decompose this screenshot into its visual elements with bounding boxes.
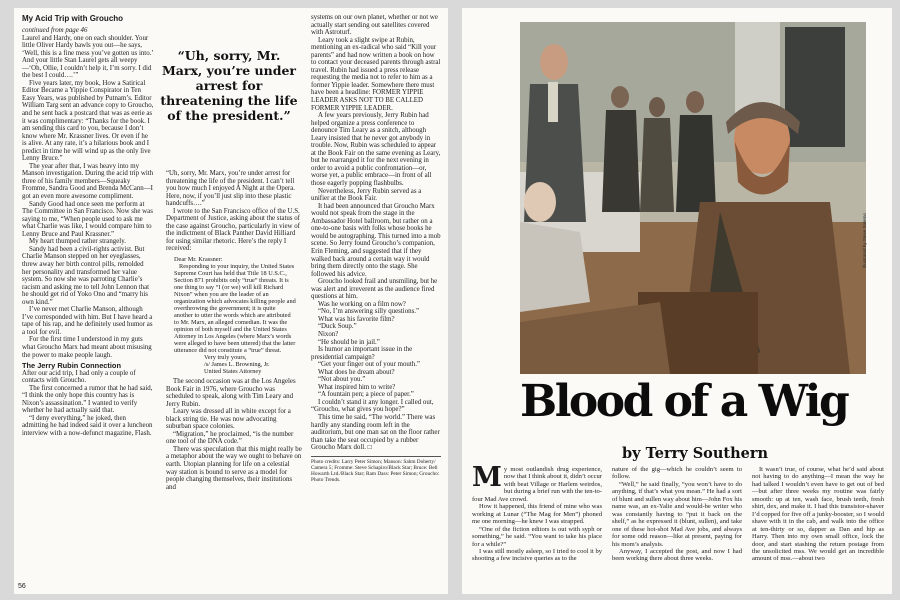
letter-sign: /s/ James L. Browning, Jr. <box>204 361 270 369</box>
page-number: 56 <box>18 583 26 590</box>
paragraph: The year after that, I was heavy into my Manson investigation. During the acid trip with three of his family members—Squeaky Fromme, Sandra Good and Brenda McCann—I got an even more awesome compliment. <box>22 162 154 201</box>
paragraph: “A fountain pen; a piece of paper.” <box>318 391 414 399</box>
paragraph: Groucho looked frail and unsmiling, but he was alert and irreverent as the audience fired questions at him. <box>311 278 438 301</box>
paragraph: nature of the gig—which he couldn’t seem to follow. <box>612 466 742 481</box>
paragraph: “Uh, sorry, Mr. Marx, you’re under arrest for threatening the life of the president. I can’t tell you how much I enjoyed A Night at the Opera. Here, now, if you’ll just slip into these plastic handcuffs….” <box>166 170 295 208</box>
paragraph: Leary took a slight swipe at Rubin, mentioning an ex-radical who said “Kill your parents” and had now written a book on how to contact your deceased parents through astral travel. Rubin had issued a press release requesting the media not to refer to him as a former Yippie leader. Somewhere there must have been a headline: FORMER YIPPIE LEADER ASKS NOT TO BE CALLED FORMER YIPPIE LEADER. <box>311 36 441 112</box>
paragraph: Sandy had been a civil-rights activist. But Charlie Manson stepped on her eyeglasses, threw away her birth control pills, remolded her personality and transformed her value system. So now she was parroting Charlie’s racism and asking me to tell John Lennon that he should get rid of Yoko Ono and “marry his own kind.” <box>22 245 150 306</box>
paragraph: A few years previously, Jerry Rubin had helped organize a press conference to denounce Tim Leary as a snitch, although Leary insisted that he never got anybody in trouble. Now, Rubin was scheduled to appear at the Book Fair on the same evening as Leary, but he rearranged it for the next evening in order to avoid a public confrontation—or, worse yet, a public embrace—in front of all those eagerly popping flashbulbs. <box>311 112 441 188</box>
illustration-art <box>520 22 866 374</box>
right-column-1 <box>472 462 602 563</box>
letter-line: Dear Mr. Krassner: <box>174 256 223 264</box>
paragraph: The first concerned a rumor that he had said, “I think the only hope this country has is Nixon’s assassination.” I wanted to verify whether he had actually said that. <box>22 384 153 415</box>
paragraph: What was his favorite film? <box>318 315 395 323</box>
paragraph: After our acid trip, I had only a couple of contacts with Groucho. <box>22 369 136 385</box>
illustration <box>520 22 866 374</box>
paragraph: What does he dream about? <box>318 368 395 376</box>
paragraph: There was speculation that this might really be a metaphor about the way we ought to behave on earth. Utopian planning for life on a celestial way station is bound to serve as a model for people changing themselves, their institutions and <box>166 445 302 491</box>
paragraph: “Get your finger out of your mouth.” <box>318 361 420 369</box>
paragraph: I was still mostly asleep, so I tried to cool it by shooting a few incisive queries as to the <box>472 547 602 563</box>
letter-sign: Very truly yours, <box>204 354 247 362</box>
paragraph: “He should be in jail.” <box>318 338 380 346</box>
paragraph: How it happened, this friend of mine who was working at Lunar (“The Mag for Men”) phoned me one morning—he knew I was strapped. <box>472 503 602 526</box>
letter-sign: United States Attorney <box>204 368 262 376</box>
paragraph: Leary was dressed all in white except for a black string tie. He was now advocating suburban space colonies. <box>166 408 291 431</box>
paragraph: Anyway, I accepted the post, and now I had been working there about three weeks. <box>612 547 742 563</box>
paragraph: systems on our own planet, whether or not we actually start sending out satellites covered with Astroturf. <box>311 14 438 37</box>
paragraph: “Well,” he said finally, “you won’t have to do anything, if that’s what you mean.” He had a sort of blunt and sullen way about him—John Fox his name was, an ex-Yalie and would-be writer who was constantly having to “put it back on the shelf,” as he expressed it (blunt, sullen), and take one of these hot-shot Mad Ave jobs, and always for some odd reason—like at present, paying for his mom’s analysis. <box>612 480 742 548</box>
right-column-2 <box>612 466 742 563</box>
subhead: The Jerry Rubin Connection <box>22 361 121 371</box>
paragraph: Nevertheless, Jerry Rubin served as a unifier at the Book Fair. <box>311 187 422 203</box>
paragraph: Laurel and Hardy, one on each shoulder. Your little Oliver Hardy bawls you out—he says, ‘Well, this is a fine mess you’ve gotten us into.’ And your little Stan Laurel gets all weepy—‘Oh, Ollie, I couldn’t help it, I’m sorry. I did the best I could….’” <box>22 34 154 80</box>
paragraph: For the first time I understood in my guts what Groucho Marx had meant about misusing the power to make people laugh. <box>22 336 152 359</box>
paragraph: Was he working on a film now? <box>318 300 406 308</box>
left-column-3 <box>311 14 441 483</box>
left-column-2 <box>166 170 302 491</box>
paragraph: Nixon? <box>318 330 339 338</box>
paragraph: Is humor an important issue in the presidential campaign? <box>311 346 413 361</box>
paragraph: “Duck Soup.” <box>318 323 357 331</box>
pull-quote: “Uh, sorry, Mr. Marx, you’re under arrest for threatening the life of the president.” <box>160 48 298 123</box>
paragraph: I’ve never met Charlie Manson, although I’ve corresponded with him. But I have heard a tape of his rap, and he definitely used humor as a tool for evil. <box>22 306 153 336</box>
left-column-1 <box>22 14 154 438</box>
photo-credits: Photo credits: Larry Peter Simon; Manson: Sahm Doherty/ Camera 5; Fromme: Steve Schapiro/Black Star; Bruce: Bell Howarth Ltd./Black Star; Ram Dass: Peter Simon; Groucho: Photo Trends. <box>311 456 441 483</box>
running-head: My Acid Trip with Groucho <box>22 14 124 23</box>
article-title: Blood of a Wig <box>520 376 848 427</box>
paragraph: I wrote to the San Francisco office of the U.S. Department of Justice, asking about the status of the case against Groucho, particularly in view of the indictment of Black Panther David Hilliard for using similar rhetoric. Here’s the reply I received: <box>166 207 300 253</box>
paragraph: It wasn’t true, of course, what he’d said about not having to do anything—I mean the way he had talked I wouldn’t even have to get out of bed—but after three weeks my routine was fairly smooth: up at ten, wash face, brush teeth, fresh shirt, dex, and make it. I had this transistor-shaver I’d copped for five off a junky-booster, so I would shave with it in the cab, and walk into the office at ten-thirty or so, dapper as Dan and hip as Harry. Then into my own small office, lock the door, and start stashing the return postage from the unsolicited mss. We would get an incredible amount of mss.—about two <box>752 466 884 563</box>
paragraph: “I deny everything,” he joked, then admitting he had indeed said it over a luncheon interview with a now-defunct magazine, Flash. <box>22 414 153 437</box>
paragraph: y most outlandish drug experience, now that I think about it, didn’t occur with beat Village or Harlem weirdos, but during a brief run with the ten-to-four Mad Ave crowd. <box>472 466 602 503</box>
right-page <box>462 8 892 594</box>
illustration-credit: Illustrated by Steve Salerno <box>862 212 867 268</box>
paragraph: The second occasion was at the Los Angeles Book Fair in 1976, where Groucho was scheduled to speak, along with Tim Leary and Jerry Rubin. <box>166 378 296 408</box>
paragraph: I couldn’t stand it any longer. I called out, “Groucho, what gives you hope?” <box>311 398 434 414</box>
paragraph: “Migration,” he proclaimed, “is the number one tool of the DNA code.” <box>166 430 294 446</box>
paragraph: It had been announced that Groucho Marx would not speak from the stage in the Ambassador Hotel ballroom, but rather on a one-to-one basis with folks whose books he would be autographing. This turned into a mob scene. So Jerry found Groucho’s companion, Erin Fleming, and suggested that if they walked back around a certain way it would bring them directly onto the stage. She followed his advice. <box>311 202 441 278</box>
paragraph: “One of the fiction editors is out with syph or something,” he said. “You want to take his place for a while?” <box>472 525 602 548</box>
drop-cap: M <box>472 462 502 493</box>
quoted-letter <box>174 256 296 375</box>
paragraph: Sandy Good had once seen me perform at The Committee in San Francisco. Now she was saying to me, “When people used to ask me what Charlie was like, I would compare him to Lenny Bruce and Paul Krassner.” <box>22 200 153 238</box>
left-page <box>14 8 448 594</box>
paragraph: This time he said, “The world.” There was hardly any standing room left in the auditorium, but one man sat on the floor rather than take the seat occupied by a rubber Groucho Marx doll. □ <box>311 413 440 452</box>
paragraph: What inspired him to write? <box>318 383 396 391</box>
paragraph: “No, I’m answering silly questions.” <box>318 308 420 316</box>
paragraph: “Not about you.” <box>318 376 366 384</box>
byline: by Terry Southern <box>622 445 769 462</box>
right-column-3 <box>752 466 884 563</box>
letter-line: Responding to your inquiry, the United States Supreme Court has held that Title 18 U.S.C., Section 871 prohibits only “true” threats. It is one thing to say “I (or we) will kill Richard Nixon” when you are the leader of an organization which advocates killing people and overthrowing the government; it is quite another to utter the words which are attributed to Mr. Marx, an alleged comedian. It was the opinion of both myself and the United States Attorney in Los Angeles (where Marx’s words were alleged to have been uttered) that the latter utterance did not constitute a “true” threat. <box>174 263 296 355</box>
continued-note: continued from page 46 <box>22 27 88 34</box>
paragraph: My heart thumped rather strangely. <box>29 238 126 246</box>
paragraph: Five years later, my book, How a Satirical Editor Became a Yippie Conspirator in Ten Easy Years, was published by Putnam’s. Editor William Targ sent an advance copy to Groucho, and he sent back a postcard that was as eerie as it was complimentary: “Thanks for the book. I am sending this card to you, because I don’t know where Mr. Krassner lives. Or even if he is alive. At any rate, it’s a hilarious book and I predict in time he will wind up as the only live Lenny Bruce.” <box>22 79 154 163</box>
